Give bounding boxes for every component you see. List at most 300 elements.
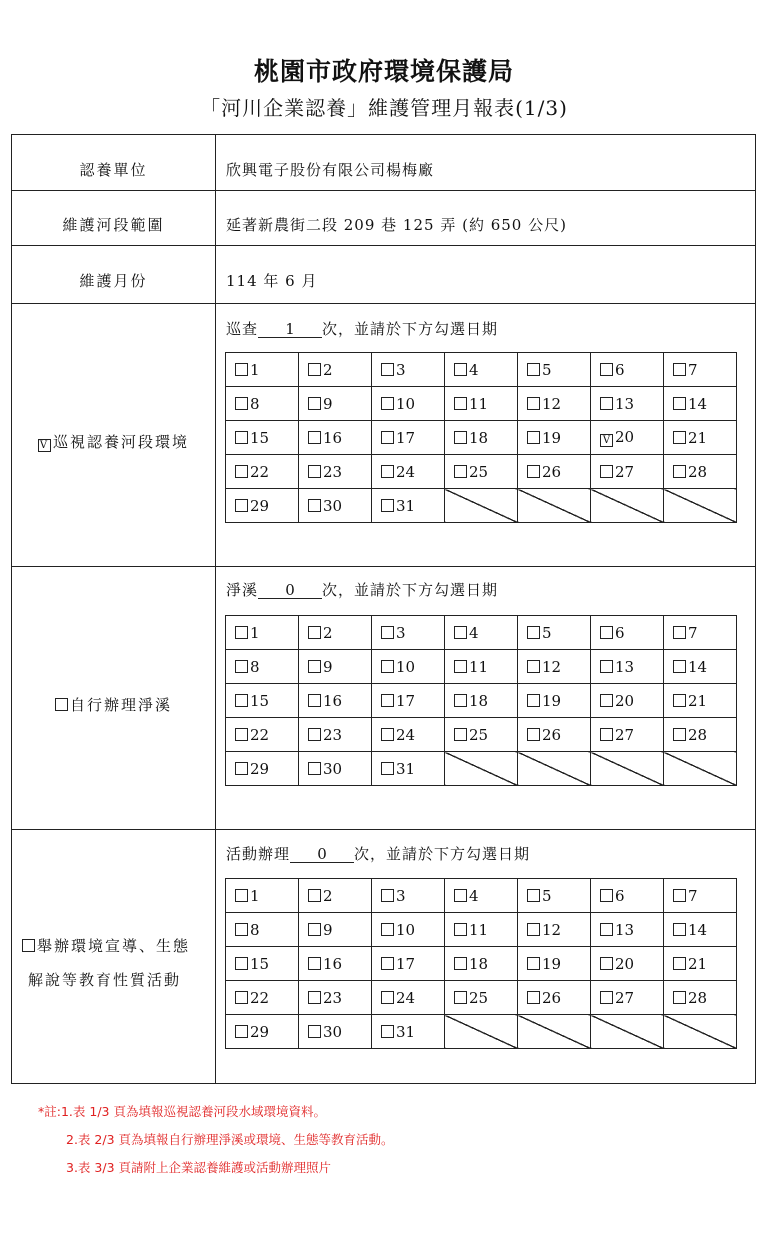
section-label-education (22, 935, 212, 956)
date-number: 7 (688, 360, 698, 379)
date-checkbox[interactable] (527, 363, 540, 376)
date-cell-9[interactable] (299, 913, 372, 947)
cleanup-count-line (226, 579, 498, 600)
date-checkbox[interactable] (673, 923, 686, 936)
date-number: 29 (250, 496, 270, 515)
date-number: 2 (323, 623, 333, 642)
date-checkbox[interactable] (600, 957, 613, 970)
date-number: 17 (396, 428, 416, 447)
date-checkbox[interactable] (235, 728, 248, 741)
date-cell-31[interactable] (372, 752, 445, 786)
empty-cell (518, 752, 591, 786)
date-cell-24[interactable] (372, 455, 445, 489)
date-cell-28[interactable] (664, 718, 737, 752)
date-cell-12[interactable] (518, 650, 591, 684)
date-cell-15[interactable] (226, 684, 299, 718)
month-value: 114 年 6 月 (226, 272, 318, 290)
date-checkbox[interactable] (235, 694, 248, 707)
date-cell-30[interactable] (299, 489, 372, 523)
date-cell-16[interactable] (299, 421, 372, 455)
date-checkbox[interactable] (308, 728, 321, 741)
date-number: 9 (323, 657, 333, 676)
date-number: 27 (615, 988, 635, 1007)
date-cell-29[interactable] (226, 489, 299, 523)
date-checkbox[interactable] (308, 694, 321, 707)
date-number: 1 (250, 886, 260, 905)
date-cell-17[interactable] (372, 421, 445, 455)
empty-cell (664, 752, 737, 786)
date-cell-31[interactable] (372, 1015, 445, 1049)
date-cell-28[interactable] (664, 981, 737, 1015)
date-cell-18[interactable] (445, 947, 518, 981)
date-cell-5[interactable] (518, 353, 591, 387)
date-checkbox[interactable] (235, 957, 248, 970)
date-checkbox[interactable] (673, 465, 686, 478)
date-number: 24 (396, 462, 416, 481)
empty-cell (591, 752, 664, 786)
date-number: 18 (469, 428, 489, 447)
date-checkbox[interactable] (308, 465, 321, 478)
date-cell-11[interactable] (445, 387, 518, 421)
date-cell-18[interactable] (445, 421, 518, 455)
date-checkbox[interactable] (600, 660, 613, 673)
date-number: 29 (250, 1022, 270, 1041)
date-checkbox[interactable] (673, 626, 686, 639)
date-number: 15 (250, 954, 270, 973)
date-number: 11 (469, 394, 489, 413)
date-number: 7 (688, 623, 698, 642)
date-cell-19[interactable] (518, 684, 591, 718)
date-number: 20 (615, 428, 635, 446)
date-checkbox[interactable] (673, 694, 686, 707)
date-checkbox[interactable] (600, 728, 613, 741)
date-number: 23 (323, 988, 343, 1007)
footnote-2: 2.表 2/3 頁為填報自行辦理淨溪或環境、生態等教育活動。 (66, 1132, 394, 1147)
date-number: 26 (542, 725, 562, 744)
date-number: 21 (688, 954, 708, 973)
date-cell-25[interactable] (445, 455, 518, 489)
date-cell-12[interactable] (518, 387, 591, 421)
date-checkbox[interactable] (600, 694, 613, 707)
date-cell-16[interactable] (299, 684, 372, 718)
date-checkbox[interactable]: V (600, 434, 613, 447)
empty-cell (591, 489, 664, 523)
date-checkbox[interactable] (308, 1025, 321, 1038)
date-number: 8 (250, 394, 260, 413)
date-checkbox[interactable] (235, 923, 248, 936)
date-cell-14[interactable] (664, 650, 737, 684)
date-cell-6[interactable] (591, 879, 664, 913)
date-number: 4 (469, 886, 479, 905)
date-cell-26[interactable] (518, 455, 591, 489)
date-cell-1[interactable] (226, 879, 299, 913)
date-cell-20[interactable] (591, 684, 664, 718)
date-checkbox[interactable] (308, 499, 321, 512)
date-checkbox[interactable] (308, 626, 321, 639)
date-checkbox[interactable] (454, 889, 467, 902)
date-cell-13[interactable] (591, 913, 664, 947)
date-cell-16[interactable] (299, 947, 372, 981)
date-number: 18 (469, 954, 489, 973)
date-number: 14 (688, 920, 708, 939)
date-cell-23[interactable] (299, 455, 372, 489)
empty-cell (445, 489, 518, 523)
date-number: 26 (542, 462, 562, 481)
date-checkbox[interactable] (454, 397, 467, 410)
date-number: 22 (250, 462, 270, 481)
date-checkbox[interactable] (381, 728, 394, 741)
empty-cell (518, 1015, 591, 1049)
date-number: 3 (396, 623, 406, 642)
date-number: 19 (542, 428, 562, 447)
date-cell-4[interactable] (445, 353, 518, 387)
date-cell-24[interactable] (372, 718, 445, 752)
date-number: 11 (469, 920, 489, 939)
adopter-unit-label: 認養單位 (79, 161, 148, 179)
date-cell-19[interactable] (518, 947, 591, 981)
date-number: 23 (323, 462, 343, 481)
date-checkbox[interactable] (235, 626, 248, 639)
date-number: 22 (250, 988, 270, 1007)
date-checkbox[interactable] (235, 431, 248, 444)
empty-cell (445, 1015, 518, 1049)
date-number: 25 (469, 462, 489, 481)
date-number: 16 (323, 954, 343, 973)
date-checkbox[interactable] (235, 499, 248, 512)
date-checkbox[interactable] (381, 762, 394, 775)
count-prefix: 活動辦理 (226, 845, 291, 863)
date-cell-10[interactable] (372, 913, 445, 947)
date-checkbox[interactable] (527, 397, 540, 410)
river-range-label: 維護河段範圍 (62, 216, 165, 234)
date-checkbox[interactable] (600, 397, 613, 410)
date-number: 19 (542, 691, 562, 710)
date-cell-21[interactable] (664, 421, 737, 455)
date-cell-1[interactable] (226, 353, 299, 387)
date-cell-8[interactable] (226, 650, 299, 684)
date-checkbox[interactable] (235, 465, 248, 478)
date-number: 9 (323, 394, 333, 413)
date-number: 28 (688, 462, 708, 481)
date-checkbox[interactable] (673, 889, 686, 902)
section-label-cleanup (12, 694, 215, 715)
date-cell-9[interactable] (299, 650, 372, 684)
date-checkbox[interactable] (527, 991, 540, 1004)
date-cell-10[interactable] (372, 650, 445, 684)
footnote-1: *註:1.表 1/3 頁為填報巡視認養河段水域環境資料。 (38, 1104, 326, 1119)
date-cell-12[interactable] (518, 913, 591, 947)
date-number: 1 (250, 360, 260, 379)
section-checkbox-patrol[interactable]: V (39, 440, 50, 451)
date-checkbox[interactable] (673, 660, 686, 673)
date-number: 29 (250, 759, 270, 778)
date-cell-6[interactable] (591, 616, 664, 650)
date-number: 13 (615, 920, 635, 939)
date-cell-14[interactable] (664, 387, 737, 421)
column-divider (215, 135, 216, 1083)
date-cell-3[interactable] (372, 616, 445, 650)
date-cell-4[interactable] (445, 616, 518, 650)
date-cell-29[interactable] (226, 752, 299, 786)
cleanup-date-grid (225, 615, 737, 786)
date-number: 30 (323, 759, 343, 778)
date-number: 27 (615, 462, 635, 481)
date-checkbox[interactable] (454, 363, 467, 376)
date-cell-19[interactable] (518, 421, 591, 455)
section-label-text: 舉辦環境宣導、生態 (37, 937, 191, 955)
date-number: 5 (542, 886, 552, 905)
date-checkbox[interactable] (381, 694, 394, 707)
date-checkbox[interactable] (600, 923, 613, 936)
date-cell-30[interactable] (299, 752, 372, 786)
row-divider (12, 190, 755, 191)
date-cell-5[interactable] (518, 616, 591, 650)
date-cell-27[interactable] (591, 981, 664, 1015)
adopter-unit-value: 欣興電子股份有限公司楊梅廠 (226, 161, 435, 179)
date-cell-7[interactable] (664, 353, 737, 387)
report-form (11, 134, 756, 1084)
footnote-3: 3.表 3/3 頁請附上企業認養維護或活動辦理照片 (66, 1160, 331, 1175)
date-checkbox[interactable] (308, 957, 321, 970)
date-number: 17 (396, 691, 416, 710)
date-number: 23 (323, 725, 343, 744)
date-checkbox[interactable] (381, 363, 394, 376)
date-checkbox[interactable] (527, 465, 540, 478)
date-checkbox[interactable] (381, 626, 394, 639)
date-cell-11[interactable] (445, 913, 518, 947)
date-cell-21[interactable] (664, 684, 737, 718)
date-number: 13 (615, 657, 635, 676)
patrol-count-field[interactable]: 1 (258, 321, 322, 338)
date-number: 7 (688, 886, 698, 905)
date-cell-30[interactable] (299, 1015, 372, 1049)
empty-cell (445, 752, 518, 786)
date-checkbox[interactable] (381, 397, 394, 410)
date-number: 5 (542, 360, 552, 379)
date-checkbox[interactable] (308, 397, 321, 410)
date-cell-31[interactable] (372, 489, 445, 523)
date-checkbox[interactable] (673, 957, 686, 970)
date-cell-15[interactable] (226, 421, 299, 455)
date-cell-10[interactable] (372, 387, 445, 421)
cleanup-count-field[interactable]: 0 (258, 582, 322, 599)
section-checkbox-education[interactable] (22, 939, 35, 952)
section-checkbox-cleanup[interactable] (55, 698, 68, 711)
date-number: 9 (323, 920, 333, 939)
date-number: 10 (396, 394, 416, 413)
date-checkbox[interactable] (308, 991, 321, 1004)
date-checkbox[interactable] (235, 1025, 248, 1038)
count-prefix: 巡查 (226, 320, 259, 338)
date-checkbox[interactable] (235, 762, 248, 775)
date-number: 16 (323, 428, 343, 447)
date-number: 10 (396, 920, 416, 939)
patrol-date-grid (225, 352, 737, 523)
date-checkbox[interactable] (600, 363, 613, 376)
date-checkbox[interactable] (381, 431, 394, 444)
date-number: 25 (469, 988, 489, 1007)
date-cell-25[interactable] (445, 981, 518, 1015)
patrol-count-line (226, 318, 498, 339)
date-checkbox[interactable] (673, 728, 686, 741)
date-checkbox[interactable] (600, 991, 613, 1004)
date-cell-17[interactable] (372, 947, 445, 981)
date-number: 28 (688, 725, 708, 744)
date-checkbox[interactable] (235, 397, 248, 410)
date-cell-7[interactable] (664, 879, 737, 913)
date-cell-6[interactable] (591, 353, 664, 387)
section-label-text: 自行辦理淨溪 (69, 696, 172, 714)
date-cell-27[interactable] (591, 718, 664, 752)
date-number: 6 (615, 360, 625, 379)
date-checkbox[interactable] (454, 626, 467, 639)
date-cell-9[interactable] (299, 387, 372, 421)
date-cell-22[interactable] (226, 981, 299, 1015)
date-cell-2[interactable] (299, 616, 372, 650)
date-checkbox[interactable] (381, 465, 394, 478)
date-number: 12 (542, 394, 562, 413)
date-cell-13[interactable] (591, 650, 664, 684)
date-number: 31 (396, 759, 416, 778)
date-number: 6 (615, 623, 625, 642)
date-checkbox[interactable] (381, 660, 394, 673)
date-number: 4 (469, 360, 479, 379)
date-checkbox[interactable] (673, 363, 686, 376)
date-checkbox[interactable] (235, 991, 248, 1004)
date-checkbox[interactable] (527, 431, 540, 444)
date-checkbox[interactable] (527, 957, 540, 970)
date-cell-22[interactable] (226, 455, 299, 489)
date-checkbox[interactable] (600, 465, 613, 478)
date-number: 26 (542, 988, 562, 1007)
date-checkbox[interactable] (454, 957, 467, 970)
date-checkbox[interactable] (454, 431, 467, 444)
empty-cell (591, 1015, 664, 1049)
date-checkbox[interactable] (454, 660, 467, 673)
date-checkbox[interactable] (235, 363, 248, 376)
empty-cell (664, 1015, 737, 1049)
date-number: 24 (396, 988, 416, 1007)
date-cell-26[interactable] (518, 981, 591, 1015)
date-checkbox[interactable] (527, 889, 540, 902)
date-cell-23[interactable] (299, 981, 372, 1015)
row-divider (12, 303, 755, 304)
date-checkbox[interactable] (381, 923, 394, 936)
date-checkbox[interactable] (308, 363, 321, 376)
date-checkbox[interactable] (600, 626, 613, 639)
date-checkbox[interactable] (381, 991, 394, 1004)
date-number: 6 (615, 886, 625, 905)
date-checkbox[interactable] (527, 626, 540, 639)
date-number: 8 (250, 657, 260, 676)
date-cell-22[interactable] (226, 718, 299, 752)
activity-count-field[interactable]: 0 (290, 846, 354, 863)
date-checkbox[interactable] (381, 1025, 394, 1038)
date-checkbox[interactable] (454, 728, 467, 741)
date-cell-3[interactable] (372, 879, 445, 913)
date-number: 3 (396, 886, 406, 905)
date-number: 18 (469, 691, 489, 710)
count-prefix: 淨溪 (226, 581, 259, 599)
date-cell-21[interactable] (664, 947, 737, 981)
date-cell-14[interactable] (664, 913, 737, 947)
date-number: 21 (688, 428, 708, 447)
date-checkbox[interactable] (600, 889, 613, 902)
date-cell-5[interactable] (518, 879, 591, 913)
date-cell-3[interactable] (372, 353, 445, 387)
date-cell-18[interactable] (445, 684, 518, 718)
date-cell-2[interactable] (299, 353, 372, 387)
date-checkbox[interactable] (308, 889, 321, 902)
date-cell-8[interactable] (226, 387, 299, 421)
date-number: 12 (542, 920, 562, 939)
date-checkbox[interactable] (308, 660, 321, 673)
section-label-education-line2: 解說等教育性質活動 (28, 971, 182, 989)
count-suffix: 次，並請於下方勾選日期 (354, 845, 531, 863)
date-cell-11[interactable] (445, 650, 518, 684)
date-checkbox[interactable] (381, 499, 394, 512)
date-cell-17[interactable] (372, 684, 445, 718)
section-label-text: 巡視認養河段環境 (52, 433, 189, 451)
date-checkbox[interactable] (673, 991, 686, 1004)
date-cell-29[interactable] (226, 1015, 299, 1049)
date-cell-28[interactable] (664, 455, 737, 489)
date-checkbox[interactable] (308, 923, 321, 936)
date-checkbox[interactable] (308, 431, 321, 444)
date-checkbox[interactable] (454, 694, 467, 707)
river-range-value: 延著新農街二段 209 巷 125 弄 (約 650 公尺) (226, 216, 567, 234)
date-checkbox[interactable] (381, 957, 394, 970)
date-checkbox[interactable] (235, 660, 248, 673)
date-cell-20[interactable] (591, 421, 664, 455)
date-number: 31 (396, 1022, 416, 1041)
date-number: 1 (250, 623, 260, 642)
date-cell-24[interactable] (372, 981, 445, 1015)
date-cell-23[interactable] (299, 718, 372, 752)
date-checkbox[interactable] (235, 889, 248, 902)
date-cell-25[interactable] (445, 718, 518, 752)
date-checkbox[interactable] (673, 431, 686, 444)
date-number: 25 (469, 725, 489, 744)
date-cell-13[interactable] (591, 387, 664, 421)
date-checkbox[interactable] (673, 397, 686, 410)
date-number: 31 (396, 496, 416, 515)
date-checkbox[interactable] (527, 694, 540, 707)
date-number: 17 (396, 954, 416, 973)
date-cell-20[interactable] (591, 947, 664, 981)
activity-count-line (226, 843, 530, 864)
date-cell-27[interactable] (591, 455, 664, 489)
date-checkbox[interactable] (308, 762, 321, 775)
date-number: 12 (542, 657, 562, 676)
date-number: 21 (688, 691, 708, 710)
date-checkbox[interactable] (527, 923, 540, 936)
date-cell-1[interactable] (226, 616, 299, 650)
date-checkbox[interactable] (527, 660, 540, 673)
date-cell-8[interactable] (226, 913, 299, 947)
date-cell-15[interactable] (226, 947, 299, 981)
date-cell-7[interactable] (664, 616, 737, 650)
date-checkbox[interactable] (381, 889, 394, 902)
date-cell-26[interactable] (518, 718, 591, 752)
date-checkbox[interactable] (454, 465, 467, 478)
date-cell-4[interactable] (445, 879, 518, 913)
date-number: 2 (323, 886, 333, 905)
date-checkbox[interactable] (454, 923, 467, 936)
date-checkbox[interactable] (527, 728, 540, 741)
date-cell-2[interactable] (299, 879, 372, 913)
date-checkbox[interactable] (454, 991, 467, 1004)
